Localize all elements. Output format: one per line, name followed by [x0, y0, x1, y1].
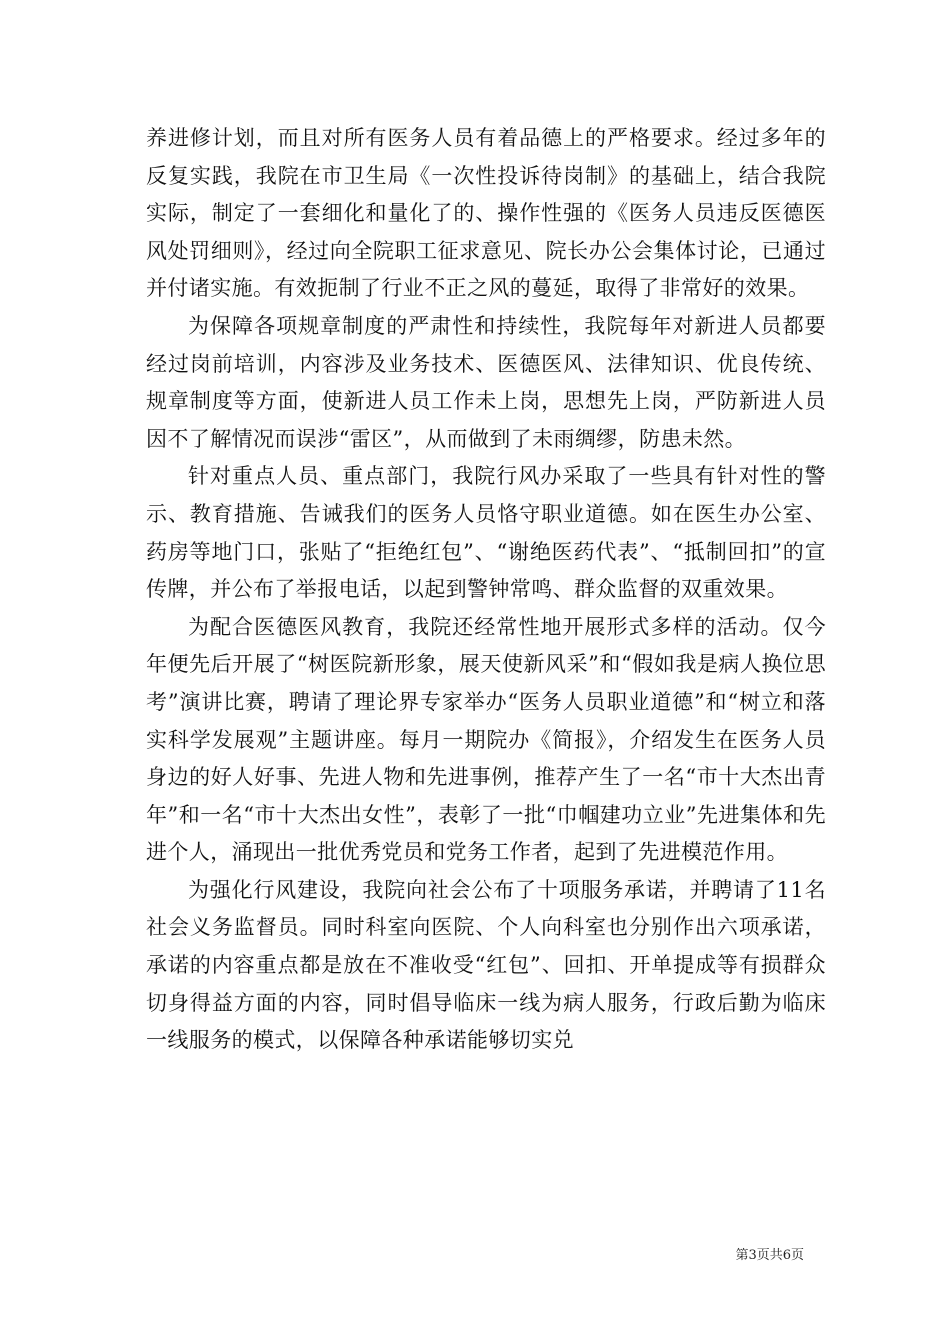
page-number-footer: 第3页共6页 [735, 1248, 804, 1263]
paragraph-training: 为保障各项规章制度的严肃性和持续性，我院每年对新进人员都要经过岗前培训，内容涉及业务技术、医德医风、法律知识、优良传统、规章制度等方面，使新进人员工作未上岗，思想先上岗，严防新进人员因不了解情况而误涉“雷区”，从而做到了未雨绸缪，防患未然。 [146, 313, 826, 451]
paragraph-warning-measures: 针对重点人员、重点部门，我院行风办采取了一些具有针对性的警示、教育措施、告诫我们的医务人员恪守职业道德。如在医生办公室、药房等地门口，张贴了“拒绝红包”、“谢绝医药代表”、“抵制回扣”的宣传牌，并公布了举报电话，以起到警钟常鸣、群众监督的双重效果。 [146, 464, 826, 602]
paragraph-service-commitments: 为强化行风建设，我院向社会公布了十项服务承诺，并聘请了11名社会义务监督员。同时科室向医院、个人向科室也分别作出六项承诺，承诺的内容重点都是放在不准收受“红包”、回扣、开单提成等有损群众切身得益方面的内容，同时倡导临床一线为病人服务，行政后勤为临床一线服务的模式，以保障各种承诺能够切实兑 [146, 877, 826, 1053]
paragraph-continued: 养进修计划，而且对所有医务人员有着品德上的严格要求。经过多年的反复实践，我院在市卫生局《一次性投诉待岗制》的基础上，结合我院实际，制定了一套细化和量化了的、操作性强的《医务人员违反医德医风处罚细则》，经过向全院职工征求意见、院长办公会集体讨论，已通过并付诸实施。有效扼制了行业不正之风的蔓延，取得了非常好的效果。 [146, 126, 826, 301]
paragraph-activities: 为配合医德医风教育，我院还经常性地开展形式多样的活动。仅今年便先后开展了“树医院新形象，展天使新风采”和“假如我是病人换位思考”演讲比赛，聘请了理论界专家举办“医务人员职业道德”和“树立和落实科学发展观”主题讲座。每月一期院办《简报》，介绍发生在医务人员身边的好人好事、先进人物和先进事例，推荐产生了一名“市十大杰出青年”和一名“市十大杰出女性”，表彰了一批“巾帼建功立业”先进集体和先进个人，涌现出一批优秀党员和党务工作者，起到了先进模范作用。 [146, 614, 826, 865]
document-body [146, 120, 826, 1060]
